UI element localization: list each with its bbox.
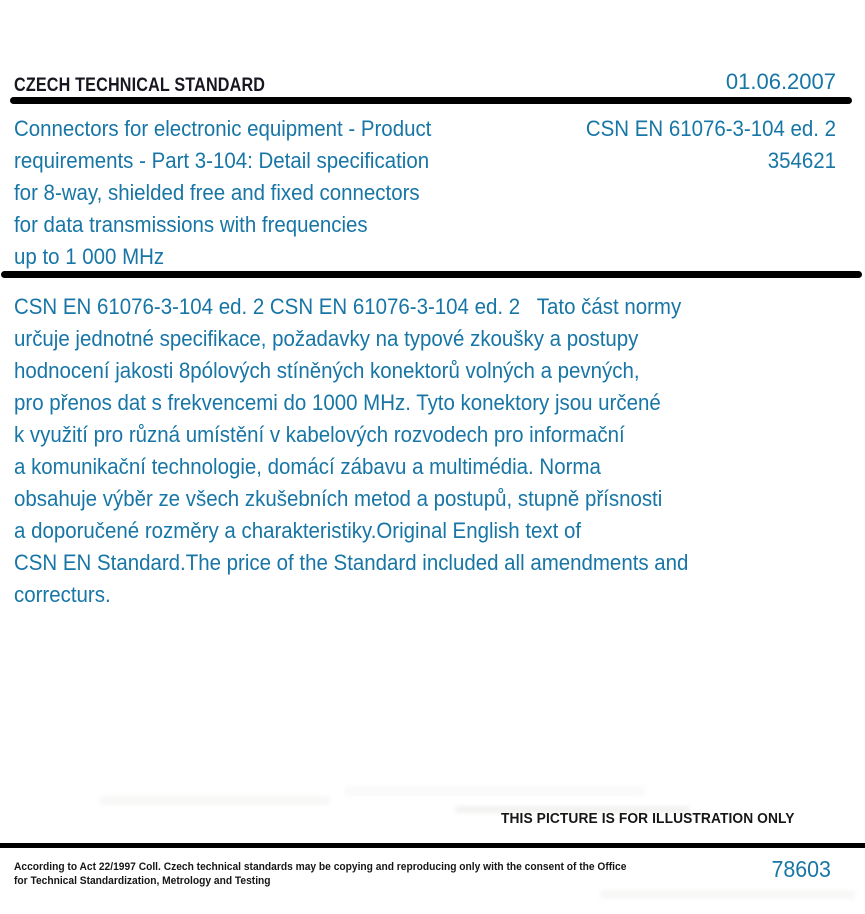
title-divider [1, 271, 862, 278]
abstract-line: a doporučené rozměry a charakteristiky.Original English text of [14, 518, 582, 543]
faint-watermark [600, 890, 855, 899]
copyright-notice [14, 860, 673, 888]
faint-watermark [100, 796, 330, 805]
abstract-line: hodnocení jakosti 8pólových stíněných konektorů volných a pevných, [14, 358, 640, 383]
abstract-line: CSN EN Standard.The price of the Standard included all amendments and [14, 550, 689, 575]
faint-watermark [345, 786, 645, 796]
header-divider [10, 97, 852, 104]
issue-date: 01.06.2007 [725, 69, 836, 94]
standard-identifiers [567, 113, 836, 177]
footer-divider [0, 843, 865, 848]
copyright-notice-line: According to Act 22/1997 Coll. Czech technical standards may be copying and reproducing only with the consent of the Office [14, 861, 627, 873]
standard-title [14, 113, 463, 273]
abstract-line: určuje jednotné specifikace, požadavky na typové zkoušky a postupy [14, 326, 639, 351]
standard-class-number: 354621 [767, 148, 836, 173]
standard-title-line: Connectors for electronic equipment - Product [14, 116, 432, 141]
standard-title-line: up to 1 000 MHz [14, 244, 165, 269]
standard-designation: CSN EN 61076-3-104 ed. 2 [585, 116, 836, 141]
abstract-line: pro přenos dat s frekvencemi do 1000 MHz. Tyto konektory jsou určené [14, 390, 661, 415]
illustration-disclaimer: THIS PICTURE IS FOR ILLUSTRATION ONLY [501, 811, 795, 827]
standard-title-line: requirements - Part 3-104: Detail specification [14, 148, 430, 173]
catalog-number [767, 856, 831, 883]
catalog-number-value: 78603 [771, 856, 831, 882]
standard-title-line: for data transmissions with frequencies [14, 212, 368, 237]
abstract-line: correcturs. [14, 582, 111, 607]
standard-title-line: for 8-way, shielded free and fixed connectors [14, 180, 420, 205]
page-title: CZECH TECHNICAL STANDARD [14, 75, 266, 96]
abstract-line: obsahuje výběr ze všech zkušebních metod a postupů, stupně přísnosti [14, 486, 663, 511]
copyright-notice-line: for Technical Standardization, Metrology and Testing [14, 875, 271, 887]
abstract-line: CSN EN 61076-3-104 ed. 2 CSN EN 61076-3-104 ed. 2 Tato část normy [14, 294, 682, 319]
abstract-line: k využití pro různá umístění v kabelových rozvodech pro informační [14, 422, 625, 447]
standard-abstract [14, 291, 814, 611]
abstract-line: a komunikační technologie, domácí zábavu a multimédia. Norma [14, 454, 601, 479]
